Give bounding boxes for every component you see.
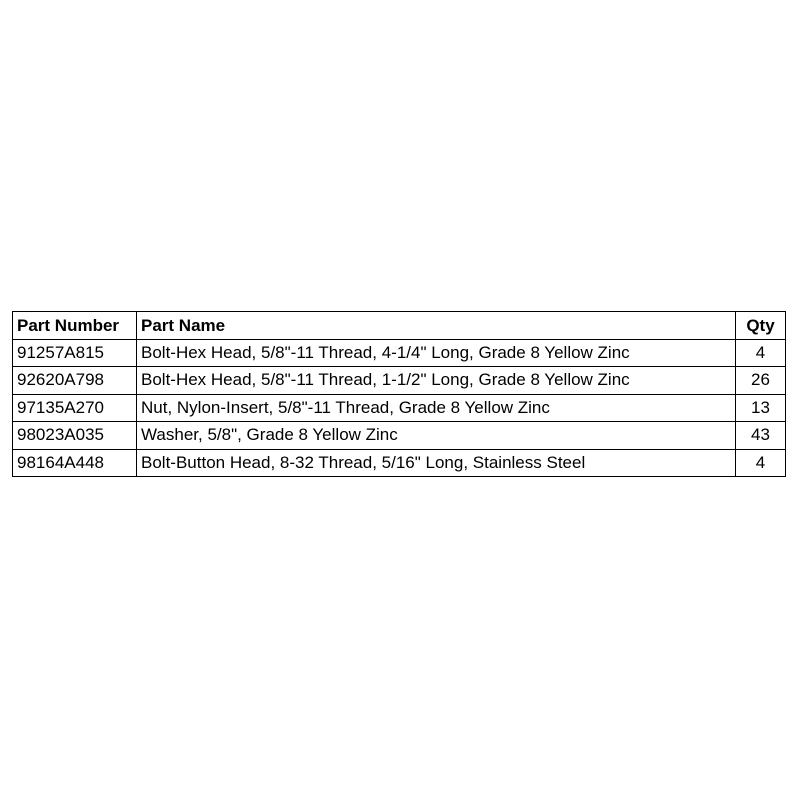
- part-number-cell: 98164A448: [13, 449, 137, 477]
- qty-cell: 4: [736, 339, 786, 367]
- part-number-cell: 97135A270: [13, 394, 137, 422]
- table-row: [13, 339, 786, 367]
- part-name-cell: Washer, 5/8", Grade 8 Yellow Zinc: [137, 422, 736, 450]
- qty-cell: 4: [736, 449, 786, 477]
- part-number-cell: 98023A035: [13, 422, 137, 450]
- qty-cell: 13: [736, 394, 786, 422]
- part-name-cell: Bolt-Hex Head, 5/8"-11 Thread, 1-1/2" Long, Grade 8 Yellow Zinc: [137, 367, 736, 395]
- header-row: [13, 312, 786, 340]
- table-row: [13, 367, 786, 395]
- table-row: [13, 449, 786, 477]
- header-qty: Qty: [736, 312, 786, 340]
- table-row: [13, 422, 786, 450]
- table-row: [13, 394, 786, 422]
- part-number-cell: 92620A798: [13, 367, 137, 395]
- qty-cell: 43: [736, 422, 786, 450]
- parts-list: [12, 311, 785, 477]
- qty-cell: 26: [736, 367, 786, 395]
- part-name-cell: Bolt-Hex Head, 5/8"-11 Thread, 4-1/4" Long, Grade 8 Yellow Zinc: [137, 339, 736, 367]
- part-name-cell: Nut, Nylon-Insert, 5/8"-11 Thread, Grade 8 Yellow Zinc: [137, 394, 736, 422]
- part-name-cell: Bolt-Button Head, 8-32 Thread, 5/16" Long, Stainless Steel: [137, 449, 736, 477]
- part-number-cell: 91257A815: [13, 339, 137, 367]
- parts-table: [12, 311, 786, 477]
- header-part-name: Part Name: [137, 312, 736, 340]
- header-part-number: Part Number: [13, 312, 137, 340]
